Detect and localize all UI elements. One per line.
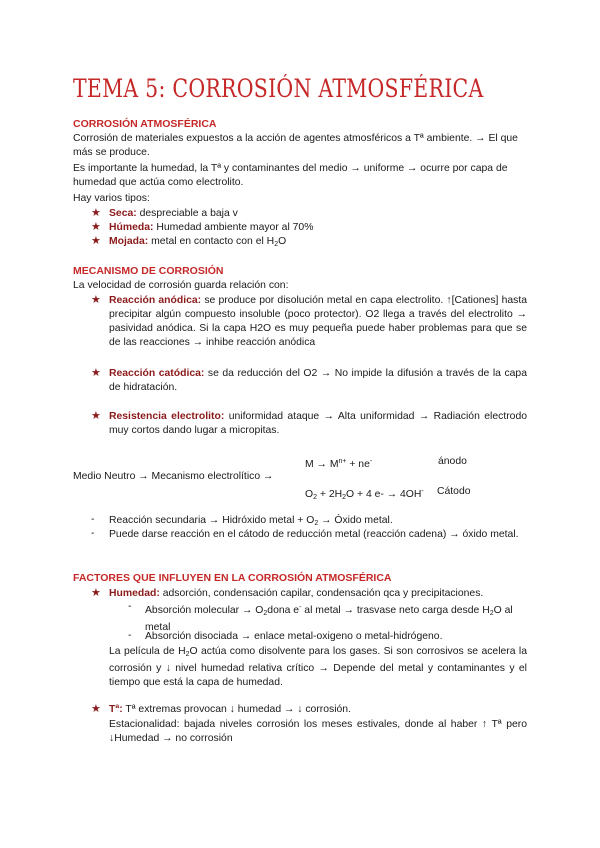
- paragraph: Corrosión de materiales expuestos a la acción de agentes atmosféricos a Tª ambiente. → El que más se produce.: [73, 133, 518, 158]
- star-bullet-icon: ★: [91, 410, 101, 422]
- cathode-label: Cátodo: [437, 486, 471, 497]
- star-bullet-icon: ★: [91, 294, 101, 306]
- dash-bullet-icon: -: [128, 601, 132, 612]
- list-item: Seca: despreciable a baja v: [109, 208, 238, 219]
- section-heading-atmospheric: CORROSIÓN ATMOSFÉRICA: [73, 118, 217, 130]
- sub-item: Absorción molecular → $O_2dona$ e- al metal → trasvase neto carga desde $H_2O$ al metal: [145, 604, 513, 633]
- equation-left: Medio Neutro → Mecanismo electrolítico →: [73, 471, 274, 482]
- anode-equation: $M \to M^{n+} + ne^-$: [305, 458, 373, 470]
- star-bullet-icon: ★: [91, 235, 101, 247]
- sub-item: Absorción disociada → enlace metal-oxigeno o metal-hidrógeno.: [145, 631, 443, 642]
- list-item: Reacción secundaria → Hidróxido metal + $O_2$ → Óxido metal.: [109, 515, 393, 527]
- paragraph: La velocidad de corrosión guarda relación con:: [73, 280, 289, 291]
- star-bullet-icon: ★: [91, 703, 101, 715]
- list-item: Reacción catódica: se da reducción del O2 → No impide la difusión a través de la capa de hidratación.: [109, 368, 527, 393]
- page-title: TEMA 5: CORROSIÓN ATMOSFÉRICA: [73, 74, 484, 103]
- list-item: Mojada: metal en contacto con el $H_2O$: [109, 236, 287, 248]
- dash-bullet-icon: -: [128, 630, 132, 641]
- section-heading-mechanism: MECANISMO DE CORROSIÓN: [73, 265, 224, 277]
- star-bullet-icon: ★: [91, 207, 101, 219]
- anode-label: ánodo: [438, 456, 467, 467]
- dash-bullet-icon: -: [91, 528, 95, 539]
- star-bullet-icon: ★: [91, 587, 101, 599]
- paragraph: Estacionalidad: bajada niveles corrosión los meses estivales, donde al haber ↑ Tª pero ↓Humedad → no corrosión: [109, 719, 527, 744]
- star-bullet-icon: ★: [91, 221, 101, 233]
- list-item: Puede darse reacción en el cátodo de reducción metal (reacción cadena) → óxido metal.: [109, 529, 519, 540]
- dash-bullet-icon: -: [91, 514, 95, 525]
- list-item-temperature: Tª: Tª extremas provocan ↓ humedad → ↓ corrosión.: [109, 704, 351, 715]
- list-item-humidity: Humedad: adsorción, condensación capilar, condensación qca y precipitaciones.: [109, 588, 484, 599]
- section-heading-factors: FACTORES QUE INFLUYEN EN LA CORROSIÓN ATMOSFÉRICA: [73, 572, 392, 584]
- star-bullet-icon: ★: [91, 367, 101, 379]
- list-item: Húmeda: Humedad ambiente mayor al 70%: [109, 222, 314, 233]
- paragraph: Hay varios tipos:: [73, 193, 150, 204]
- paragraph: Es importante la humedad, la Tª y contaminantes del medio → uniforme → ocurre por capa de humedad que actúa como electrolito.: [73, 163, 508, 188]
- list-item: Reacción anódica: se produce por disolución metal en capa electrolito. ↑[Cationes] hasta precipitar algún compuesto insoluble (poco protector). O2 llega a través del electrolito → pasividad anódica. Si la capa H2O es muy pequeña puede haber problemas para que se de las reacciones → inhibe reacción anódica: [109, 295, 528, 348]
- cathode-equation: $O_2 + 2H_2O + 4$ e- → 4OH-: [305, 488, 424, 501]
- paragraph: La película de $H_2O$ actúa como disolvente para los gases. Si son corrosivos se acelera la corrosión y ↓ nivel humedad relativa crítico → Depende del metal y contaminantes y el tiempo que está la capa de humedad.: [109, 646, 527, 688]
- list-item: Resistencia electrolito: uniformidad ataque → Alta uniformidad → Radiación electrodo muy cortos dando lugar a micropitas.: [109, 411, 528, 436]
